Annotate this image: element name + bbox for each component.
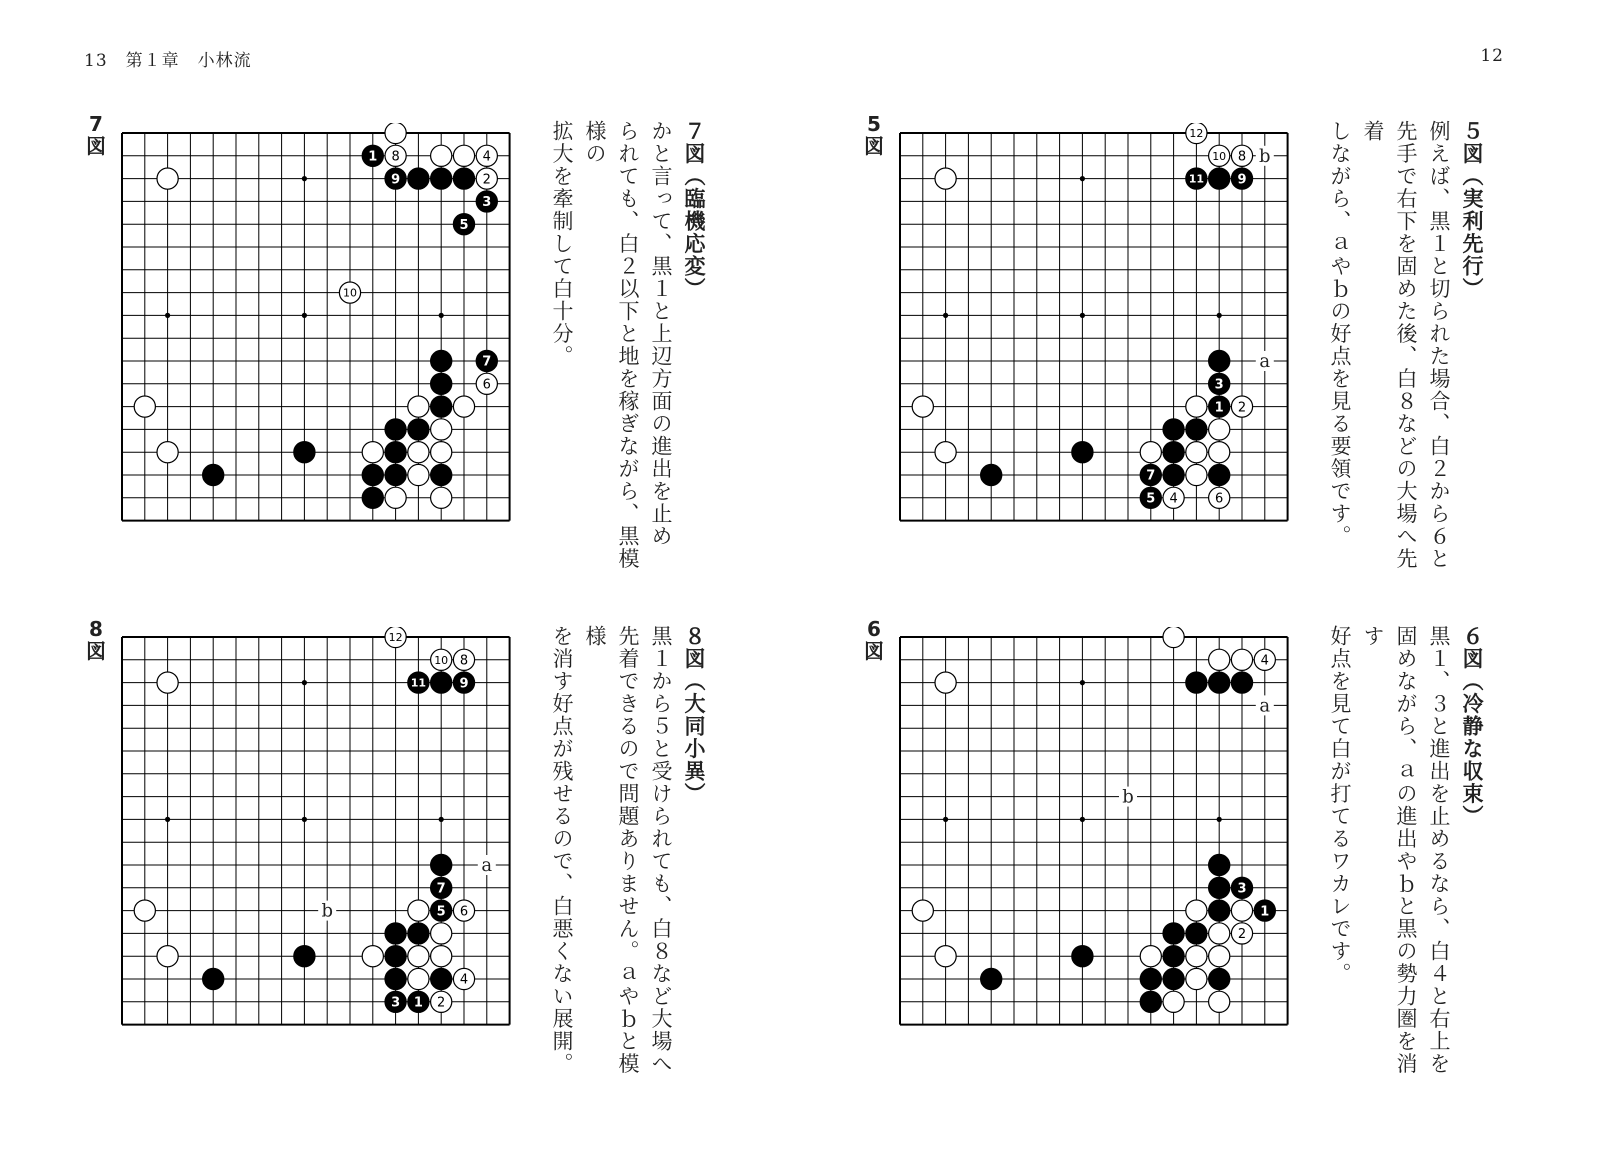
black-stone-1 bbox=[362, 145, 383, 166]
black-stone bbox=[431, 168, 452, 189]
white-stone bbox=[1140, 442, 1161, 463]
white-stone-10 bbox=[1209, 145, 1230, 166]
white-stone bbox=[453, 145, 474, 166]
svg-text:8: 8 bbox=[391, 149, 400, 165]
svg-text:9: 9 bbox=[1237, 172, 1247, 188]
go-board-diagram-5 bbox=[890, 123, 1298, 531]
white-stone bbox=[1231, 649, 1252, 670]
svg-text:7: 7 bbox=[482, 354, 492, 370]
star-point bbox=[1217, 817, 1222, 822]
white-stone-6 bbox=[453, 900, 474, 921]
white-stone bbox=[1163, 991, 1184, 1012]
svg-text:6: 6 bbox=[482, 377, 491, 393]
white-stone bbox=[431, 487, 452, 508]
diagram-7-title: ７図（臨機応変） bbox=[682, 120, 706, 300]
black-stone bbox=[385, 419, 406, 440]
go-board-diagram-8 bbox=[112, 627, 520, 1035]
white-stone bbox=[1209, 923, 1230, 944]
svg-text:1: 1 bbox=[1260, 904, 1270, 920]
black-stone-3 bbox=[1231, 877, 1252, 898]
white-stone-6 bbox=[1209, 487, 1230, 508]
black-stone-5 bbox=[453, 214, 474, 235]
white-stone bbox=[1231, 900, 1252, 921]
diagram-7-line-3: 拡大を牽制して白十分。 bbox=[550, 120, 574, 368]
svg-text:5: 5 bbox=[1146, 491, 1156, 507]
white-stone bbox=[1209, 419, 1230, 440]
white-stone bbox=[935, 442, 956, 463]
page-number: 12 bbox=[1480, 46, 1504, 66]
diagram-6-label bbox=[862, 618, 886, 662]
white-stone bbox=[1186, 396, 1207, 417]
white-stone bbox=[134, 396, 155, 417]
running-header-left: 13 第１章 小林流 bbox=[84, 51, 252, 71]
svg-text:2: 2 bbox=[437, 995, 446, 1011]
white-stone-4 bbox=[476, 145, 497, 166]
diagram-5-line-3: しながら、ａやｂの好点を見る要領です。 bbox=[1328, 120, 1352, 548]
diagram-6-line-3: 好点を見て白が打てるワカレです。 bbox=[1328, 625, 1352, 985]
white-stone bbox=[1186, 900, 1207, 921]
black-stone bbox=[1209, 877, 1230, 898]
white-stone-2 bbox=[1231, 923, 1252, 944]
black-stone-1 bbox=[408, 991, 429, 1012]
white-stone-4 bbox=[1254, 649, 1275, 670]
white-stone-6 bbox=[476, 373, 497, 394]
white-stone bbox=[935, 946, 956, 967]
black-stone bbox=[1209, 968, 1230, 989]
position-mark-a: a bbox=[1259, 695, 1271, 717]
svg-text:4: 4 bbox=[459, 972, 469, 988]
black-stone bbox=[1209, 350, 1230, 371]
white-stone bbox=[453, 396, 474, 417]
diagram-5-text bbox=[1328, 120, 1488, 590]
black-stone bbox=[1140, 991, 1161, 1012]
go-board-diagram-7 bbox=[112, 123, 520, 531]
diagram-number: 5 bbox=[867, 112, 881, 136]
white-stone-10 bbox=[339, 282, 360, 303]
svg-text:4: 4 bbox=[1169, 491, 1178, 507]
star-point bbox=[439, 817, 444, 822]
black-stone bbox=[408, 168, 429, 189]
star-point bbox=[943, 313, 948, 318]
black-stone bbox=[1209, 464, 1230, 485]
black-stone-1 bbox=[1254, 900, 1275, 921]
go-board-svg bbox=[890, 123, 1298, 531]
black-stone bbox=[1163, 442, 1184, 463]
white-stone bbox=[408, 968, 429, 989]
black-stone-5 bbox=[1140, 487, 1161, 508]
svg-text:8: 8 bbox=[459, 653, 469, 669]
white-stone bbox=[408, 900, 429, 921]
diagram-suffix: 図 bbox=[864, 639, 884, 663]
svg-text:9: 9 bbox=[459, 676, 469, 692]
black-stone bbox=[431, 373, 452, 394]
black-stone bbox=[385, 442, 406, 463]
white-stone bbox=[912, 900, 933, 921]
black-stone bbox=[385, 923, 406, 944]
black-stone bbox=[1186, 419, 1207, 440]
white-stone bbox=[431, 923, 452, 944]
svg-text:2: 2 bbox=[1237, 927, 1247, 943]
position-mark-a: a bbox=[1259, 350, 1271, 372]
svg-text:12: 12 bbox=[388, 630, 403, 644]
white-stone bbox=[157, 442, 178, 463]
diagram-number: 7 bbox=[89, 112, 103, 136]
black-stone bbox=[203, 968, 224, 989]
svg-text:10: 10 bbox=[434, 653, 449, 667]
white-stone bbox=[157, 672, 178, 693]
diagram-8-text bbox=[550, 625, 710, 1095]
diagram-7-line-1: かと言って、黒１と上辺方面の進出を止め bbox=[649, 120, 673, 548]
svg-text:6: 6 bbox=[459, 904, 469, 920]
black-stone-3 bbox=[1209, 373, 1230, 394]
white-stone bbox=[1186, 442, 1207, 463]
white-stone-2 bbox=[431, 991, 452, 1012]
black-stone bbox=[1209, 900, 1230, 921]
svg-text:4: 4 bbox=[482, 149, 491, 165]
black-stone-7 bbox=[431, 877, 452, 898]
position-mark-a: a bbox=[481, 854, 493, 876]
black-stone-7 bbox=[476, 350, 497, 371]
black-stone bbox=[362, 487, 383, 508]
white-stone-2 bbox=[1231, 396, 1252, 417]
diagram-8-title: ８図（大同小異） bbox=[682, 625, 706, 805]
position-mark-b: b bbox=[1122, 786, 1134, 808]
star-point bbox=[302, 680, 307, 685]
svg-text:11: 11 bbox=[1188, 172, 1205, 186]
diagram-suffix: 図 bbox=[86, 639, 106, 663]
diagram-8-line-1: 黒１から５と受けられても、白８など大場へ bbox=[649, 625, 673, 1075]
svg-text:10: 10 bbox=[1212, 149, 1227, 163]
black-stone bbox=[1072, 442, 1093, 463]
black-stone bbox=[431, 854, 452, 875]
white-stone bbox=[935, 672, 956, 693]
white-stone bbox=[157, 946, 178, 967]
black-stone-1 bbox=[1209, 396, 1230, 417]
go-board-svg bbox=[112, 627, 520, 1035]
star-point bbox=[302, 313, 307, 318]
black-stone bbox=[1163, 464, 1184, 485]
white-stone-8 bbox=[453, 649, 474, 670]
svg-text:11: 11 bbox=[410, 676, 427, 690]
black-stone bbox=[1140, 968, 1161, 989]
diagram-suffix: 図 bbox=[86, 134, 106, 158]
black-stone-9 bbox=[453, 672, 474, 693]
diagram-5-label bbox=[862, 113, 886, 157]
black-stone-7 bbox=[1140, 464, 1161, 485]
black-stone bbox=[1231, 672, 1252, 693]
black-stone bbox=[981, 968, 1002, 989]
black-stone bbox=[294, 442, 315, 463]
black-stone bbox=[385, 946, 406, 967]
black-stone bbox=[1163, 946, 1184, 967]
black-stone bbox=[981, 464, 1002, 485]
diagram-5-line-2: 先手で右下を固めた後、白８などの大場へ先着 bbox=[1361, 120, 1418, 570]
white-stone bbox=[1186, 946, 1207, 967]
diagram-suffix: 図 bbox=[864, 134, 884, 158]
star-point bbox=[302, 176, 307, 181]
white-stone bbox=[408, 946, 429, 967]
diagram-8-line-2: 先着できるので問題ありません。ａやｂと模様 bbox=[583, 625, 640, 1075]
star-point bbox=[1080, 680, 1085, 685]
black-stone bbox=[1163, 923, 1184, 944]
white-stone bbox=[1186, 464, 1207, 485]
black-stone-5 bbox=[431, 900, 452, 921]
svg-text:1: 1 bbox=[368, 149, 378, 165]
white-stone-12 bbox=[385, 627, 406, 648]
white-stone bbox=[1209, 649, 1230, 670]
white-stone-12 bbox=[1186, 123, 1207, 144]
white-stone bbox=[1186, 968, 1207, 989]
white-stone bbox=[408, 464, 429, 485]
star-point bbox=[165, 313, 170, 318]
svg-text:2: 2 bbox=[1237, 400, 1247, 416]
svg-text:1: 1 bbox=[413, 995, 423, 1011]
white-stone-8 bbox=[1231, 145, 1252, 166]
black-stone-9 bbox=[385, 168, 406, 189]
black-stone bbox=[453, 168, 474, 189]
svg-text:3: 3 bbox=[1214, 377, 1224, 393]
diagram-8-line-3: を消す好点が残せるので、白悪くない展開。 bbox=[550, 625, 574, 1075]
black-stone-11 bbox=[408, 672, 429, 693]
black-stone bbox=[1209, 168, 1230, 189]
white-stone-4 bbox=[453, 968, 474, 989]
diagram-number: 8 bbox=[89, 617, 103, 641]
black-stone bbox=[1209, 854, 1230, 875]
diagram-8-label bbox=[84, 618, 108, 662]
svg-text:10: 10 bbox=[343, 286, 357, 300]
black-stone bbox=[431, 672, 452, 693]
white-stone bbox=[431, 419, 452, 440]
white-stone-4 bbox=[1163, 487, 1184, 508]
white-stone bbox=[1209, 442, 1230, 463]
black-stone bbox=[1163, 419, 1184, 440]
svg-text:6: 6 bbox=[1215, 491, 1224, 507]
white-stone bbox=[157, 168, 178, 189]
diagram-6-title: ６図（冷静な収束） bbox=[1460, 625, 1484, 828]
black-stone bbox=[1186, 923, 1207, 944]
svg-text:12: 12 bbox=[1189, 126, 1204, 140]
star-point bbox=[1080, 817, 1085, 822]
black-stone bbox=[431, 350, 452, 371]
black-stone bbox=[431, 968, 452, 989]
svg-text:9: 9 bbox=[391, 172, 401, 188]
white-stone bbox=[912, 396, 933, 417]
star-point bbox=[1080, 176, 1085, 181]
black-stone-11 bbox=[1186, 168, 1207, 189]
position-mark-b: b bbox=[1259, 145, 1271, 167]
diagram-5-title: ５図（実利先行） bbox=[1460, 120, 1484, 300]
white-stone bbox=[431, 145, 452, 166]
white-stone bbox=[385, 123, 406, 144]
black-stone bbox=[408, 419, 429, 440]
white-stone bbox=[1140, 946, 1161, 967]
go-board-svg bbox=[112, 123, 520, 531]
white-stone-2 bbox=[476, 168, 497, 189]
white-stone bbox=[362, 946, 383, 967]
star-point bbox=[1217, 313, 1222, 318]
svg-text:1: 1 bbox=[1214, 400, 1224, 416]
svg-text:4: 4 bbox=[1260, 653, 1269, 669]
go-board-diagram-6 bbox=[890, 627, 1298, 1035]
diagram-7-line-2: られても、白２以下と地を稼ぎながら、黒模様の bbox=[583, 120, 640, 570]
diagram-5-line-1: 例えば、黒１と切られた場合、白２から６と bbox=[1427, 120, 1451, 570]
svg-text:7: 7 bbox=[436, 881, 446, 897]
black-stone-3 bbox=[385, 991, 406, 1012]
white-stone bbox=[1163, 627, 1184, 648]
black-stone bbox=[1186, 672, 1207, 693]
black-stone bbox=[203, 464, 224, 485]
white-stone bbox=[1209, 991, 1230, 1012]
black-stone bbox=[1072, 946, 1093, 967]
diagram-6-text bbox=[1328, 625, 1488, 1095]
diagram-6-line-2: 固めながら、ａの進出やｂと黒の勢力圏を消す bbox=[1361, 625, 1418, 1075]
white-stone bbox=[385, 487, 406, 508]
white-stone-10 bbox=[431, 649, 452, 670]
black-stone bbox=[1163, 968, 1184, 989]
white-stone-8 bbox=[385, 145, 406, 166]
diagram-7-label bbox=[84, 113, 108, 157]
svg-text:5: 5 bbox=[459, 217, 469, 233]
black-stone-3 bbox=[476, 191, 497, 212]
black-stone bbox=[408, 923, 429, 944]
white-stone bbox=[408, 396, 429, 417]
svg-text:3: 3 bbox=[1237, 881, 1247, 897]
black-stone bbox=[294, 946, 315, 967]
black-stone bbox=[1209, 672, 1230, 693]
black-stone bbox=[431, 396, 452, 417]
star-point bbox=[439, 313, 444, 318]
white-stone bbox=[935, 168, 956, 189]
diagram-6-line-1: 黒１、３と進出を止めるなら、白４と右上を bbox=[1427, 625, 1451, 1075]
black-stone bbox=[362, 464, 383, 485]
star-point bbox=[165, 817, 170, 822]
white-stone bbox=[134, 900, 155, 921]
svg-text:8: 8 bbox=[1237, 149, 1247, 165]
black-stone-9 bbox=[1231, 168, 1252, 189]
black-stone bbox=[431, 464, 452, 485]
black-stone bbox=[385, 968, 406, 989]
svg-text:5: 5 bbox=[436, 904, 446, 920]
white-stone bbox=[431, 442, 452, 463]
go-board-svg bbox=[890, 627, 1298, 1035]
white-stone bbox=[362, 442, 383, 463]
svg-text:7: 7 bbox=[1146, 468, 1156, 484]
black-stone bbox=[385, 464, 406, 485]
svg-text:3: 3 bbox=[482, 195, 492, 211]
white-stone bbox=[431, 946, 452, 967]
star-point bbox=[943, 817, 948, 822]
white-stone bbox=[1209, 946, 1230, 967]
svg-text:3: 3 bbox=[391, 995, 401, 1011]
diagram-7-text bbox=[550, 120, 710, 590]
white-stone bbox=[408, 442, 429, 463]
position-mark-b: b bbox=[321, 900, 333, 922]
star-point bbox=[302, 817, 307, 822]
star-point bbox=[1080, 313, 1085, 318]
svg-text:2: 2 bbox=[482, 172, 491, 188]
diagram-number: 6 bbox=[867, 617, 881, 641]
